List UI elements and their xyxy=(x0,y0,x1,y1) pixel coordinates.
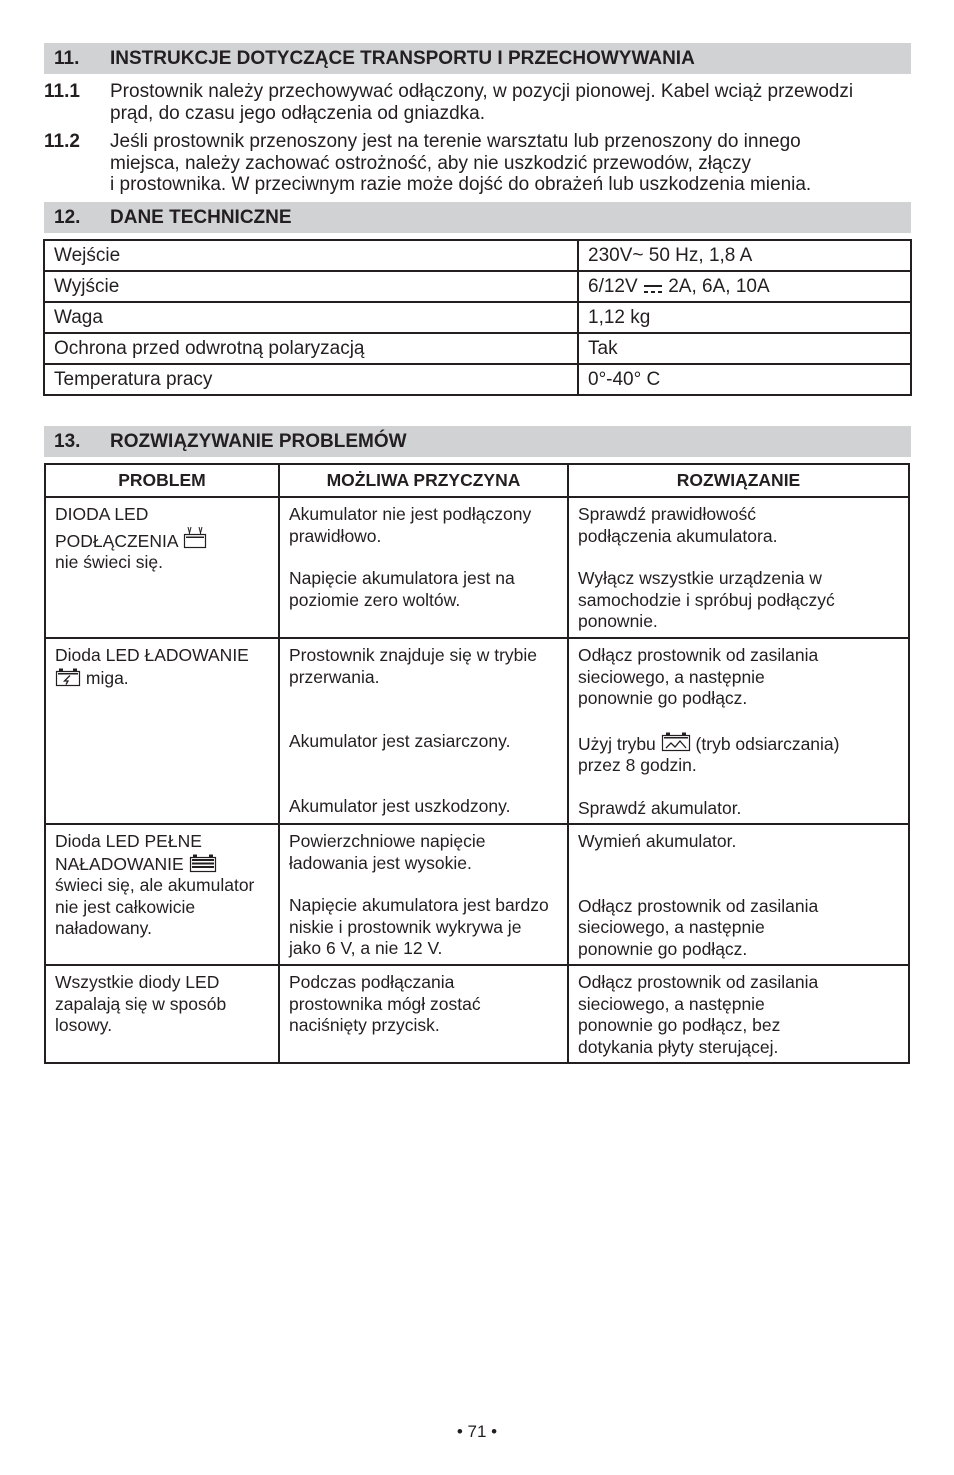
solution-cell xyxy=(568,497,909,638)
solution-line: samochodzie i spróbuj podłączyć xyxy=(578,589,835,610)
section-number: 12. xyxy=(54,207,81,228)
solution-line: sieciowego, a następnie xyxy=(578,993,765,1014)
spec-value-current: 2A, 6A, 10A xyxy=(668,275,770,297)
solution-line: dotykania płyty sterującej. xyxy=(578,1036,779,1057)
technical-data-table xyxy=(43,239,912,396)
solution-line: Odłącz prostownik od zasilania xyxy=(578,972,819,992)
section-12-header xyxy=(44,202,911,233)
problem-line: DIODA LED xyxy=(55,504,149,524)
solution-line: sieciowego, a następnie xyxy=(578,917,765,937)
cause-line: prostownika mógł zostać xyxy=(289,993,481,1014)
solution-line: ponownie. xyxy=(578,611,658,631)
solution-line: ponownie go podłącz. xyxy=(578,938,748,959)
paragraph-line: Prostownik należy przechowywać odłączony, w pozycji pionowej. Kabel wciąż przewodzi xyxy=(110,81,854,102)
dc-symbol-icon xyxy=(643,283,663,295)
problem-cell xyxy=(45,497,279,638)
column-header-problem: PROBLEM xyxy=(45,464,279,497)
cause-line: jako 6 V, a nie 12 V. xyxy=(289,938,443,958)
solution-line: ponownie go podłącz, bez xyxy=(578,1015,781,1035)
cause-line: Akumulator jest zasiarczony. xyxy=(289,731,511,751)
cause-line: Akumulator jest uszkodzony. xyxy=(289,795,511,816)
section-13-header xyxy=(44,426,911,457)
section-11-header xyxy=(44,43,911,74)
spec-label: Temperatura pracy xyxy=(44,364,578,395)
problem-line xyxy=(55,526,269,553)
paragraph-line: Jeśli prostownik przenoszony jest na terenie warsztatu lub przenoszony do innego xyxy=(110,131,801,152)
problem-cell xyxy=(45,638,279,824)
solution-line: Wyłącz wszystkie urządzenia w xyxy=(578,568,822,588)
cause-cell xyxy=(279,965,568,1063)
table-row xyxy=(45,965,909,1063)
spec-value-voltage: 6/12V xyxy=(588,275,638,297)
desulfation-mode-icon xyxy=(661,731,691,753)
problem-line-text: miga. xyxy=(85,667,129,688)
cause-line: przerwania. xyxy=(289,666,380,687)
cause-line: Napięcie akumulatora jest na xyxy=(289,568,515,588)
solution-line: Odłącz prostownik od zasilania xyxy=(578,895,819,916)
table-row xyxy=(44,302,911,333)
column-header-cause: MOŻLIWA PRZYCZYNA xyxy=(279,464,568,497)
problem-line: losowy. xyxy=(55,1015,113,1035)
cause-cell xyxy=(279,638,568,824)
problem-line: Dioda LED PEŁNE xyxy=(55,831,202,851)
solution-line-text: Użyj trybu xyxy=(578,733,656,754)
spec-value: Tak xyxy=(578,333,911,364)
section-title: ROZWIĄZYWANIE PROBLEMÓW xyxy=(110,431,407,452)
cause-cell xyxy=(279,497,568,638)
paragraph-line: prąd, do czasu jego odłączenia od gniazdka. xyxy=(110,102,485,124)
problem-line: Dioda LED ŁADOWANIE xyxy=(55,645,249,665)
problem-line: świeci się, ale akumulator xyxy=(55,875,255,895)
solution-line: sieciowego, a następnie xyxy=(578,666,765,687)
paragraph-number: 11.1 xyxy=(44,81,80,102)
spec-label: Wejście xyxy=(44,240,578,271)
problem-line: nie świeci się. xyxy=(55,552,163,572)
solution-line: ponownie go podłącz. xyxy=(578,688,748,708)
cause-line: niskie i prostownik wykrywa je xyxy=(289,916,522,937)
battery-charging-icon xyxy=(55,667,81,687)
paragraph-number: 11.2 xyxy=(44,131,80,152)
table-row xyxy=(44,333,911,364)
problem-line-text: PODŁĄCZENIA xyxy=(55,530,178,551)
solution-line: podłączenia akumulatora. xyxy=(578,525,778,546)
cause-line: Podczas podłączania xyxy=(289,972,455,992)
table-row xyxy=(45,638,909,824)
solution-line: Sprawdź prawidłowość xyxy=(578,504,756,524)
section-title: DANE TECHNICZNE xyxy=(110,207,292,228)
table-header-row xyxy=(45,464,909,497)
solution-cell xyxy=(568,965,909,1063)
cause-line: Powierzchniowe napięcie xyxy=(289,831,486,851)
section-number: 11. xyxy=(54,48,80,69)
cause-cell xyxy=(279,824,568,965)
solution-cell xyxy=(568,824,909,965)
cause-line: Prostownik znajduje się w trybie xyxy=(289,645,538,665)
table-row xyxy=(44,364,911,395)
paragraph-11-2 xyxy=(44,131,914,196)
problem-line-text: NAŁADOWANIE xyxy=(55,853,184,874)
spec-value: 230V~ 50 Hz, 1,8 A xyxy=(578,240,911,271)
paragraph-line: i prostownika. W przeciwnym razie może dojść do obrażeń lub uszkodzenia mienia. xyxy=(110,174,812,195)
solution-line: Odłącz prostownik od zasilania xyxy=(578,645,819,665)
spec-value: 1,12 kg xyxy=(578,302,911,333)
spec-label: Ochrona przed odwrotną polaryzacją xyxy=(44,333,578,364)
solution-line: przez 8 godzin. xyxy=(578,755,697,775)
solution-line-text: (tryb odsiarczania) xyxy=(695,733,840,754)
problem-line: nie jest całkowicie xyxy=(55,896,196,917)
column-header-solution: ROZWIĄZANIE xyxy=(568,464,909,497)
spec-label: Wyjście xyxy=(44,271,578,302)
cause-line: Napięcie akumulatora jest bardzo xyxy=(289,895,549,915)
spec-value: 0°-40° C xyxy=(578,364,911,395)
table-row xyxy=(44,271,911,302)
section-number: 13. xyxy=(54,431,81,452)
table-row xyxy=(44,240,911,271)
problem-line: zapalają się w sposób xyxy=(55,993,227,1014)
battery-connection-icon xyxy=(182,526,208,550)
cause-line: ładowania jest wysokie. xyxy=(289,852,472,873)
problem-cell xyxy=(45,824,279,965)
cause-line: prawidłowo. xyxy=(289,525,382,546)
section-title: INSTRUKCJE DOTYCZĄCE TRANSPORTU I PRZECHOWYWANIA xyxy=(110,48,695,69)
problem-line: naładowany. xyxy=(55,918,152,938)
solution-cell xyxy=(568,638,909,824)
spec-value xyxy=(578,271,911,302)
cause-line: poziomie zero woltów. xyxy=(289,589,461,610)
cause-line: naciśnięty przycisk. xyxy=(289,1015,440,1035)
problem-line xyxy=(55,853,269,876)
paragraph-line: miejsca, należy zachować ostrożność, aby nie uszkodzić przewodów, złączy xyxy=(110,152,752,174)
troubleshooting-table xyxy=(44,463,910,1064)
cause-line: Akumulator nie jest podłączony xyxy=(289,504,532,524)
battery-full-icon xyxy=(189,853,217,873)
solution-line: Wymień akumulator. xyxy=(578,831,737,851)
solution-line: Sprawdź akumulator. xyxy=(578,797,742,818)
problem-cell xyxy=(45,965,279,1063)
spec-label: Waga xyxy=(44,302,578,333)
problem-line: Wszystkie diody LED xyxy=(55,972,220,992)
problem-line xyxy=(55,667,269,690)
page-number: • 71 • xyxy=(456,1422,498,1441)
solution-line xyxy=(578,731,899,756)
table-row xyxy=(45,497,909,638)
paragraph-11-1 xyxy=(44,81,914,124)
table-row xyxy=(45,824,909,965)
